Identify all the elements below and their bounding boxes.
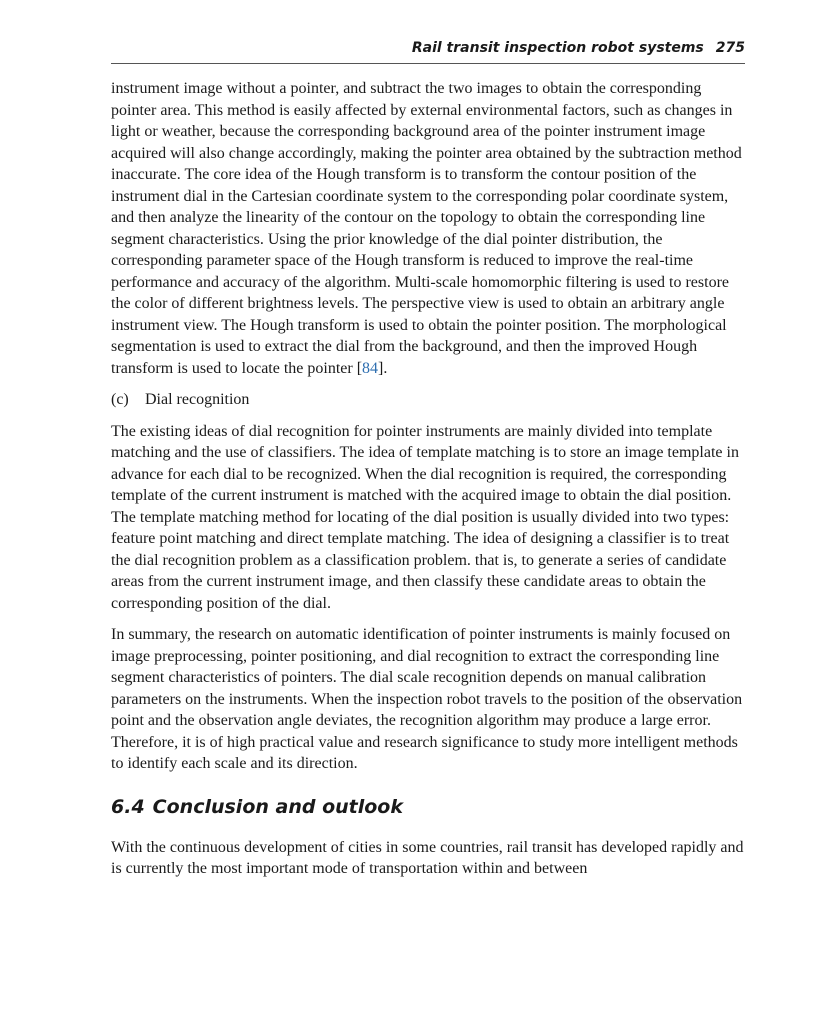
section-title: Conclusion and outlook xyxy=(152,795,403,818)
page-number: 275 xyxy=(715,40,745,56)
body-text xyxy=(111,78,745,890)
paragraph-summary: In summary, the research on automatic identification of pointer instruments is mainly focused on image preprocessing, pointer positioning, and dial recognition to extract the corresponding line segment characteristics of pointers. The dial scale recognition depends on manual calibration parameters on the instruments. When the inspection robot travels to the position of the observation point and the observation angle deviates, the recognition algorithm may produce a large error. Therefore, it is of high practical value and research significance to study more intelligent methods to identify each scale and its direction. xyxy=(111,626,743,772)
running-head xyxy=(412,40,745,56)
section-number: 6.4 xyxy=(111,795,145,818)
subsection-label: (c) xyxy=(111,391,129,408)
paragraph-conclusion: With the continuous development of cities in some countries, rail transit has developed rapidly and is currently the most important mode of transportation within and between xyxy=(111,838,744,877)
citation-link[interactable]: 84 xyxy=(362,359,379,377)
subsection-title: Dial recognition xyxy=(145,391,250,408)
paragraph-dial-recognition: The existing ideas of dial recognition for pointer instruments are mainly divided into template matching and the use of classifiers. The idea of template matching is to store an image template in advance for each dial to be recognized. When the dial recognition is required, the corresponding template of the current instrument is matched with the acquired image to obtain the dial position. The template matching method for locating of the dial position is usually divided into two types: feature point matching and direct template matching. The idea of designing a classifier is to treat the dial recognition problem as a classification problem. that is, to generate a series of candidate areas from the current instrument image, and then classify these candidate areas to obtain the corresponding position of the dial. xyxy=(111,422,739,612)
paragraph-hough-transform: instrument image without a pointer, and subtract the two images to obtain the corresponding pointer area. This method is easily affected by external environmental factors, such as changes in light or weather, because the corresponding background area of the pointer instrument image acquired will also change accordingly, making the pointer area obtained by the subtraction method inaccurate. The core idea of the Hough transform is to transform the contour position of the instrument dial in the Cartesian coordinate system to the corresponding polar coordinate system, and then analyze the linearity of the contour on the topology to obtain the corresponding line segment characteristics. Using the prior knowledge of the dial pointer distribution, the corresponding parameter space of the Hough transform is reduced to improve the real-time performance and accuracy of the algorithm. Multi-scale homomorphic filtering is used to restore the color of different brightness levels. The perspective view is used to obtain an arbitrary angle instrument view. The Hough transform is used to obtain the pointer position. The morphological segmentation is used to extract the dial from the background, and then the improved Hough transform is used to locate the pointer [84]. xyxy=(111,80,742,377)
header-rule xyxy=(111,63,745,64)
running-title: Rail transit inspection robot systems xyxy=(411,40,704,56)
section-heading xyxy=(111,795,745,819)
subsection-heading-dial-recognition xyxy=(111,389,745,411)
